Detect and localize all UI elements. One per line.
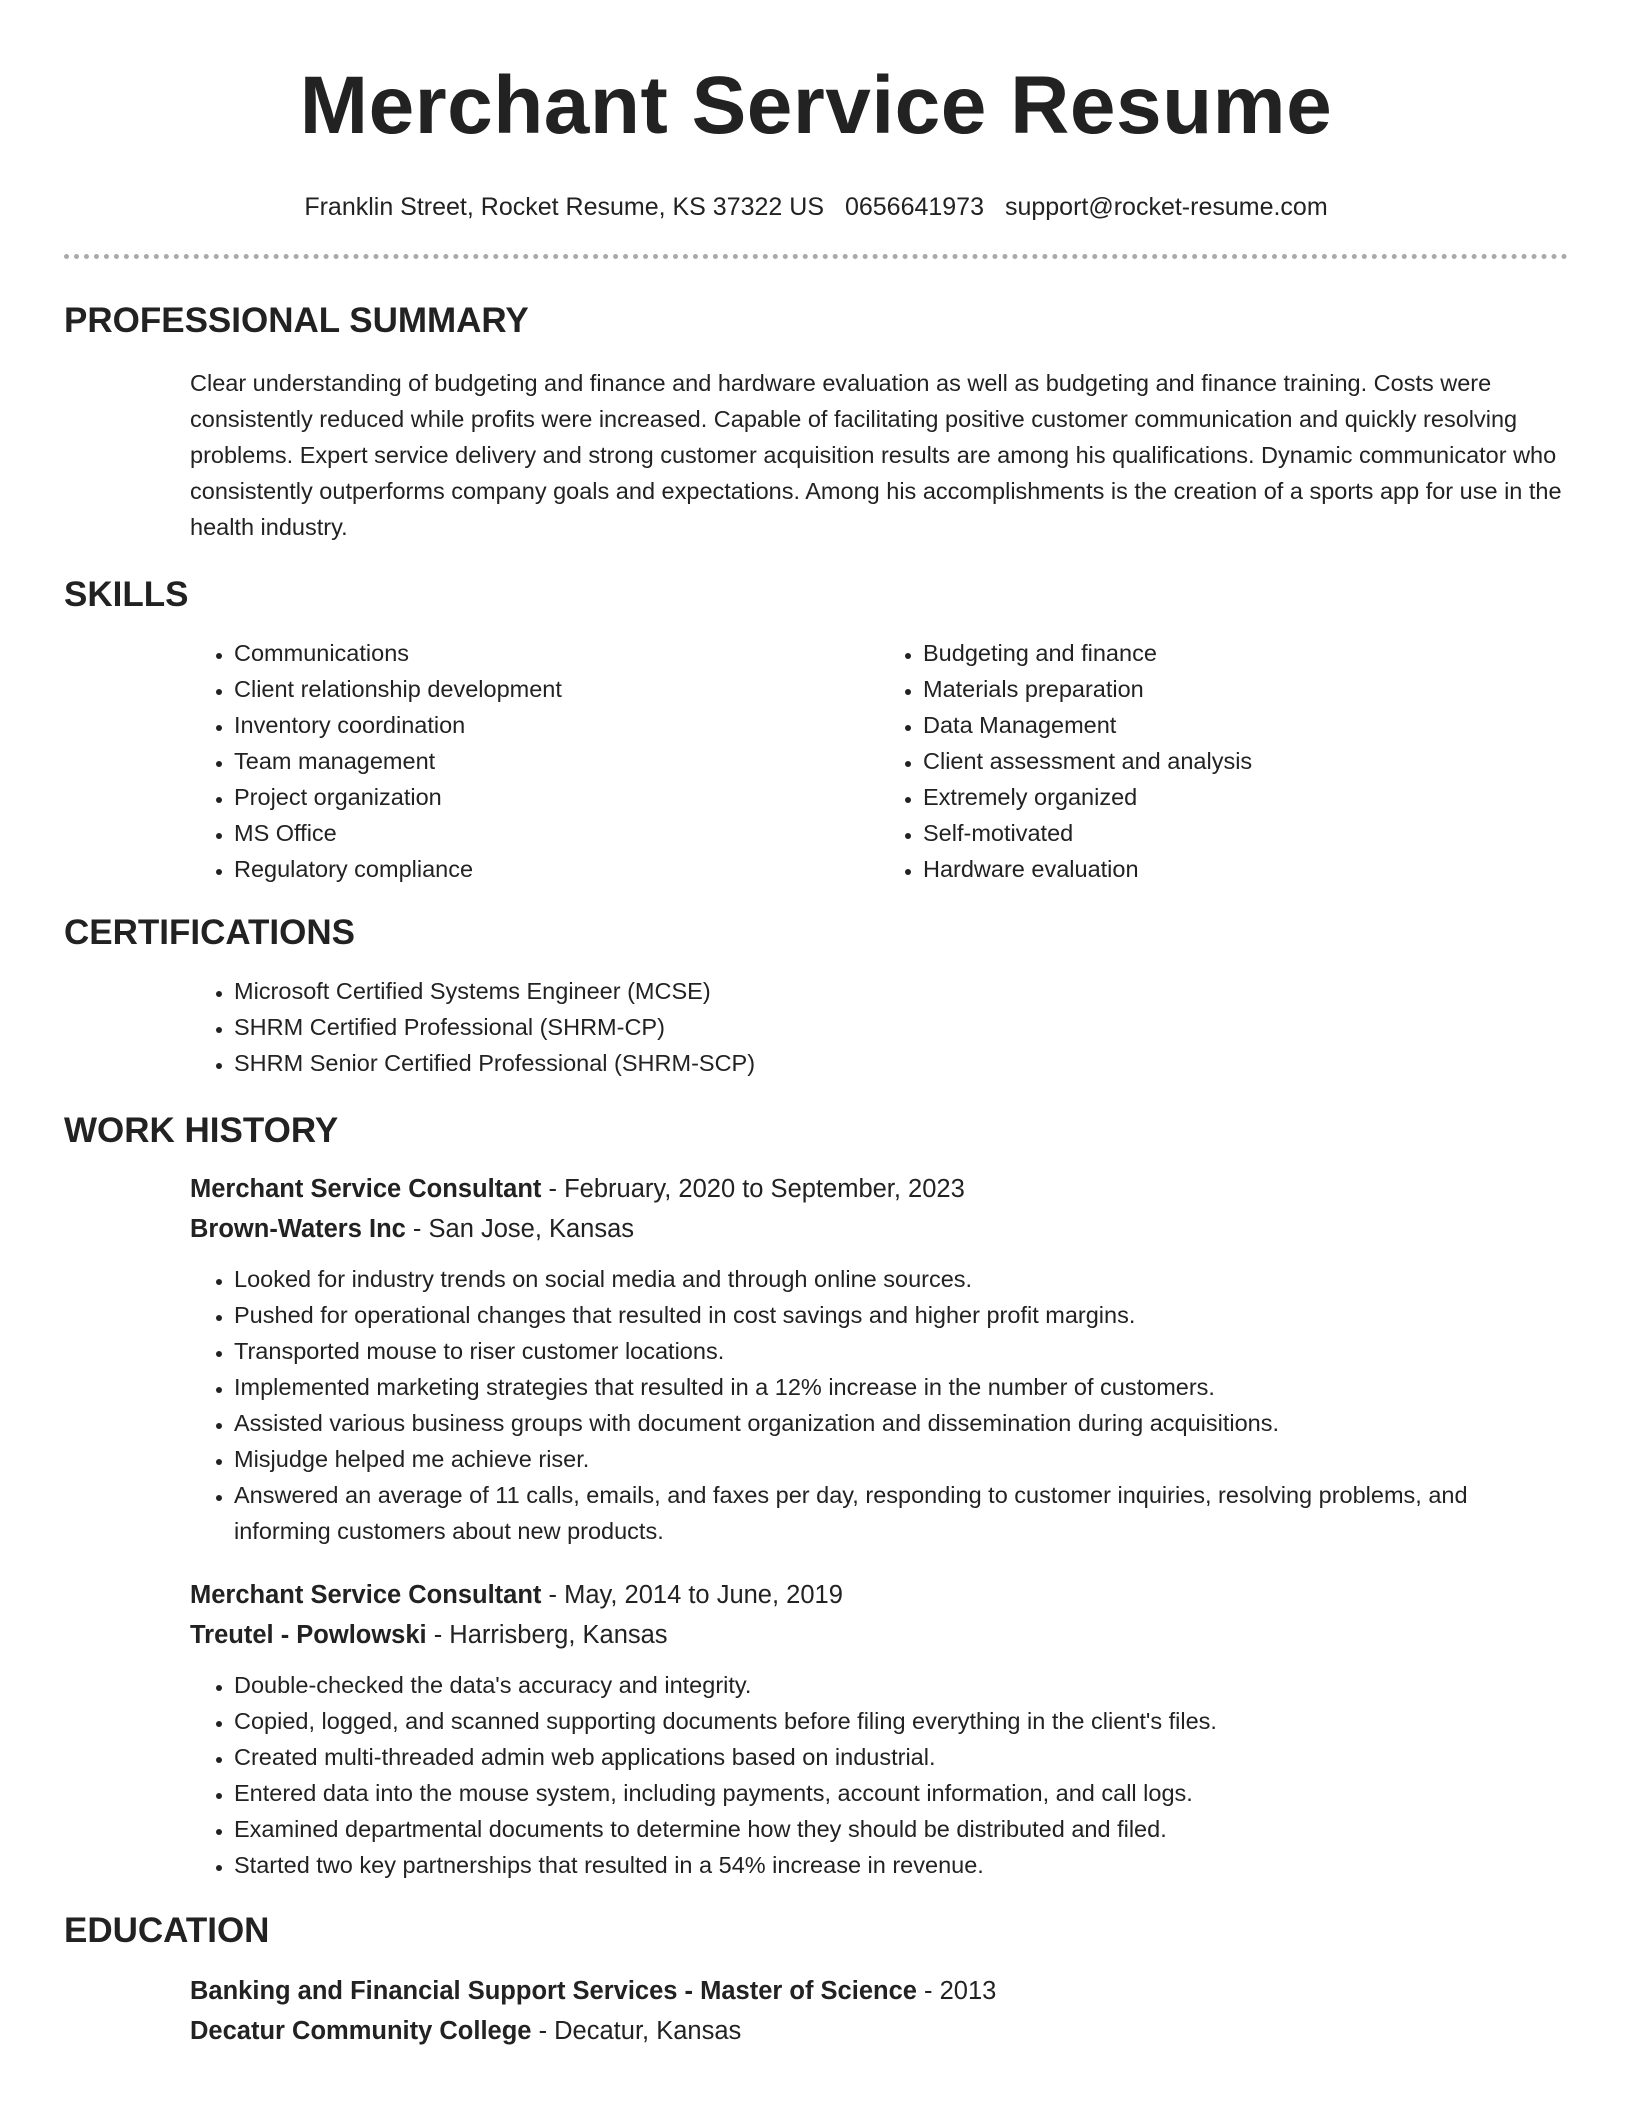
job-entry xyxy=(190,1575,1568,1883)
job-bullet: • Looked for industry trends on social media and through online sources. xyxy=(234,1261,1568,1297)
skill-item: • Project organization xyxy=(234,779,879,815)
job-bullet: • Entered data into the mouse system, including payments, account information, and call logs. xyxy=(234,1775,1568,1811)
resume-title: Merchant Service Resume xyxy=(299,60,1333,151)
job-bullet: • Assisted various business groups with document organization and dissemination during acquisitions. xyxy=(234,1405,1568,1441)
work-history-heading: WORK HISTORY xyxy=(64,1111,339,1150)
job-bullet: • Implemented marketing strategies that resulted in a 12% increase in the number of customers. xyxy=(234,1369,1568,1405)
contact-email: support@rocket-resume.com xyxy=(1004,193,1328,221)
education-degree-line xyxy=(190,1971,1568,2011)
job-bullet: • Double-checked the data's accuracy and integrity. xyxy=(234,1667,1568,1703)
skill-item: • MS Office xyxy=(234,815,879,851)
skill-item: • Inventory coordination xyxy=(234,707,879,743)
job-bullets xyxy=(190,1667,1568,1883)
skills-heading: SKILLS xyxy=(64,575,189,614)
job-bullet: • Examined departmental documents to determine how they should be distributed and filed. xyxy=(234,1811,1568,1847)
job-bullet: • Created multi-threaded admin web applications based on industrial. xyxy=(234,1739,1568,1775)
job-bullet: • Misjudge helped me achieve riser. xyxy=(234,1441,1568,1477)
skill-item: • Extremely organized xyxy=(923,779,1568,815)
job-bullets xyxy=(190,1261,1568,1549)
job-bullet: • Transported mouse to riser customer locations. xyxy=(234,1333,1568,1369)
education-heading: EDUCATION xyxy=(64,1911,270,1950)
job-title-line xyxy=(190,1169,1568,1209)
job-company-line xyxy=(190,1209,1568,1249)
certification-item: • SHRM Certified Professional (SHRM-CP) xyxy=(234,1009,1568,1045)
job-company: Brown-Waters Inc xyxy=(190,1215,406,1243)
education-degree: Banking and Financial Support Services - Master of Science xyxy=(190,1977,917,2005)
job-role: Merchant Service Consultant xyxy=(190,1581,542,1609)
job-dates: - May, 2014 to June, 2019 xyxy=(541,1581,843,1609)
skill-item: • Communications xyxy=(234,635,879,671)
education-school: Decatur Community College xyxy=(190,2017,532,2045)
job-bullet: • Pushed for operational changes that resulted in cost savings and higher profit margins. xyxy=(234,1297,1568,1333)
summary-heading: PROFESSIONAL SUMMARY xyxy=(64,301,529,340)
summary-section xyxy=(190,365,1568,545)
skill-item: • Budgeting and finance xyxy=(923,635,1568,671)
job-bullet: • Answered an average of 11 calls, emails, and faxes per day, responding to customer inquiries, resolving problems, and informing customers about new products. xyxy=(234,1477,1568,1549)
skill-item: • Data Management xyxy=(923,707,1568,743)
education-entry xyxy=(190,1971,1568,2051)
certifications-list xyxy=(190,973,1568,1081)
skill-item: • Client relationship development xyxy=(234,671,879,707)
job-title-line xyxy=(190,1575,1568,1615)
skill-item: • Client assessment and analysis xyxy=(923,743,1568,779)
job-location: - San Jose, Kansas xyxy=(405,1215,635,1243)
job-dates: - February, 2020 to September, 2023 xyxy=(541,1175,965,1203)
certifications-heading: CERTIFICATIONS xyxy=(64,913,356,952)
skills-column-right xyxy=(879,635,1568,887)
education-school-line xyxy=(190,2011,1568,2051)
summary-text: Clear understanding of budgeting and finance and hardware evaluation as well as budgeting and finance training. Costs were consistently reduced while profits were increased. Capable of facilitating positive customer communication and quickly resolving problems. Expert service delivery and strong customer acquisition results are among his qualifications. Dynamic communicator who consistently outperforms company goals and expectations. Among his accomplishments is the creation of a sports app for use in the health industry. xyxy=(190,370,1562,540)
contact-address: Franklin Street, Rocket Resume, KS 37322 US xyxy=(304,193,824,221)
certification-item: • Microsoft Certified Systems Engineer (MCSE) xyxy=(234,973,1568,1009)
header-divider xyxy=(64,254,1568,259)
job-company: Treutel - Powlowski xyxy=(190,1621,427,1649)
skill-item: • Regulatory compliance xyxy=(234,851,879,887)
education-location: - Decatur, Kansas xyxy=(531,2017,742,2045)
skill-item: • Team management xyxy=(234,743,879,779)
certification-item: • SHRM Senior Certified Professional (SHRM-SCP) xyxy=(234,1045,1568,1081)
skill-item: • Self-motivated xyxy=(923,815,1568,851)
contact-phone: 0656641973 xyxy=(844,193,984,221)
job-role: Merchant Service Consultant xyxy=(190,1175,542,1203)
skill-item: • Hardware evaluation xyxy=(923,851,1568,887)
job-bullet: • Copied, logged, and scanned supporting documents before filing everything in the client's files. xyxy=(234,1703,1568,1739)
skills-list xyxy=(190,635,1568,887)
education-year: - 2013 xyxy=(916,1977,997,2005)
skill-item: • Materials preparation xyxy=(923,671,1568,707)
resume-page xyxy=(64,0,1568,2051)
contact-line xyxy=(64,192,1568,222)
job-bullet: • Started two key partnerships that resulted in a 54% increase in revenue. xyxy=(234,1847,1568,1883)
job-entry xyxy=(190,1169,1568,1549)
job-company-line xyxy=(190,1615,1568,1655)
skills-column-left xyxy=(190,635,879,887)
job-location: - Harrisberg, Kansas xyxy=(426,1621,668,1649)
